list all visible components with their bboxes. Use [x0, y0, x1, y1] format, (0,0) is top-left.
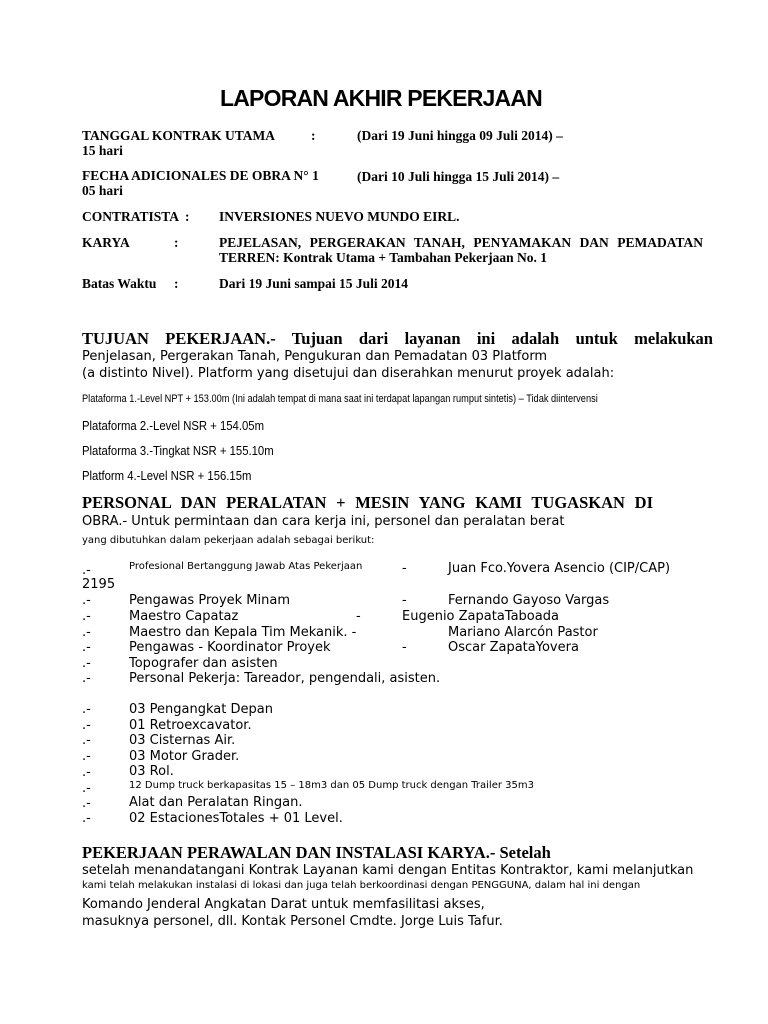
platform-2: Plataforma 2.-Level NSR + 154.05m: [82, 418, 264, 433]
contract-date-label: TANGGAL KONTRAK UTAMA: [82, 128, 276, 143]
staff-name: Mariano Alarcón Pastor: [448, 625, 598, 640]
dash: -: [356, 609, 361, 624]
document-title: LAPORAN AKHIR PEKERJAAN: [220, 85, 542, 111]
equipment-item: 01 Retroexcavator.: [129, 718, 252, 733]
contract-date-duration: 15 hari: [82, 143, 123, 158]
platform-4: Platform 4.-Level NSR + 156.15m: [82, 468, 252, 483]
objective-heading: TUJUAN PEKERJAAN.- Tujuan dari layanan ini adalah untuk melakukan: [82, 329, 713, 348]
equipment-item: 03 Rol.: [129, 764, 174, 779]
equipment-item: 12 Dump truck berkapasitas 15 – 18m3 dan 05 Dump truck dengan Trailer 35m3: [129, 780, 534, 791]
bullet: .-: [82, 781, 91, 796]
staff-role: Topografer dan asisten: [129, 656, 278, 671]
contractor-label: CONTRATISTA :: [82, 209, 190, 224]
staff-role: Profesional Bertanggung Jawab Atas Pekerjaan: [129, 561, 363, 572]
staff-name: Juan Fco.Yovera Asencio (CIP/CAP): [448, 561, 671, 576]
deadline-value: Dari 19 Juni sampai 15 Juli 2014: [219, 276, 409, 291]
equipment-item: 02 EstacionesTotales + 01 Level.: [129, 811, 343, 826]
bullet: .-: [82, 640, 91, 655]
deadline-label: Batas Waktu: [82, 276, 157, 291]
staff-role: Pengawas Proyek Minam: [129, 593, 291, 608]
staff-role: Personal Pekerja: Tareador, pengendali, asisten.: [129, 671, 441, 686]
staff-name: Eugenio ZapataTaboada: [402, 609, 559, 624]
staff-name: Oscar ZapataYovera: [448, 640, 579, 655]
objective-line-2: (a distinto Nivel). Platform yang disetujui dan diserahkan menurut proyek adalah:: [82, 366, 615, 381]
dash: -: [402, 640, 407, 655]
equipment-item: 03 Motor Grader.: [129, 749, 240, 764]
setup-line-1: setelah menandatangani Kontrak Layanan kami dengan Entitas Kontraktor, kami melanjutkan: [82, 863, 694, 878]
equipment-item: 03 Pengangkat Depan: [129, 702, 273, 717]
contract-date-colon: :: [311, 128, 316, 143]
platform-1: Plataforma 1.-Level NPT + 153.00m (Ini adalah tempat di mana saat ini terdapat lapangan rumput sintetis) – Tidak diintervensi: [82, 393, 598, 405]
setup-line-3: Komando Jenderal Angkatan Darat untuk memfasilitasi akses,: [82, 897, 485, 912]
bullet: .-: [82, 625, 91, 640]
personnel-heading: PERSONAL DAN PERALATAN + MESIN YANG KAMI TUGASKAN DI: [82, 493, 653, 512]
bullet: .-: [82, 593, 91, 608]
personnel-line-1: OBRA.- Untuk permintaan dan cara kerja ini, personel dan peralatan berat: [82, 514, 565, 529]
bullet: .-: [82, 671, 91, 686]
personnel-line-2: yang dibutuhkan dalam pekerjaan adalah sebagai berikut:: [82, 535, 375, 546]
work-value-cont: TERREN: Kontrak Utama + Tambahan Pekerjaan No. 1: [219, 250, 547, 265]
work-label: KARYA: [82, 235, 130, 250]
bullet: .-: [82, 733, 91, 748]
work-value: PEJELASAN, PERGERAKAN TANAH, PENYAMAKAN DAN PEMADATAN: [219, 235, 703, 250]
bullet: .-: [82, 796, 91, 811]
deadline-colon: :: [174, 276, 179, 291]
bullet: .-: [82, 609, 91, 624]
staff-role: Pengawas - Koordinator Proyek: [129, 640, 331, 655]
staff-role: Maestro Capataz: [129, 609, 239, 624]
additional-works-duration: 05 hari: [82, 183, 123, 198]
work-colon: :: [174, 235, 179, 250]
setup-heading: PEKERJAAN PERAWALAN DAN INSTALASI KARYA.- Setelah: [82, 843, 551, 862]
bullet: .-: [82, 702, 91, 717]
contractor-value: INVERSIONES NUEVO MUNDO EIRL.: [219, 209, 460, 224]
staff-cert-number: 2195: [82, 577, 116, 592]
contract-date-value: (Dari 19 Juni hingga 09 Juli 2014) –: [357, 128, 563, 143]
staff-name: Fernando Gayoso Vargas: [448, 593, 610, 608]
setup-line-2: kami telah melakukan instalasi di lokasi dan juga telah berkoordinasi dengan PENGGUNA, dalam hal ini dengan: [82, 880, 641, 891]
staff-role: Maestro dan Kepala Tim Mekanik. -: [129, 625, 357, 640]
dash: -: [402, 593, 407, 608]
platform-3: Plataforma 3.-Tingkat NSR + 155.10m: [82, 443, 274, 458]
bullet: .-: [82, 749, 91, 764]
bullet: .-: [82, 718, 91, 733]
bullet: .-: [82, 811, 91, 826]
dash: -: [402, 561, 407, 576]
equipment-item: Alat dan Peralatan Ringan.: [129, 795, 303, 810]
bullet: .-: [82, 563, 91, 578]
bullet: .-: [82, 656, 91, 671]
additional-works-value: (Dari 10 Juli hingga 15 Juli 2014) –: [357, 169, 560, 184]
bullet: .-: [82, 765, 91, 780]
equipment-item: 03 Cisternas Air.: [129, 733, 236, 748]
setup-line-4: masuknya personel, dll. Kontak Personel Cmdte. Jorge Luis Tafur.: [82, 914, 503, 929]
additional-works-label: FECHA ADICIONALES DE OBRA N° 1: [82, 168, 319, 183]
objective-line-1: Penjelasan, Pergerakan Tanah, Pengukuran dan Pemadatan 03 Platform: [82, 349, 548, 364]
